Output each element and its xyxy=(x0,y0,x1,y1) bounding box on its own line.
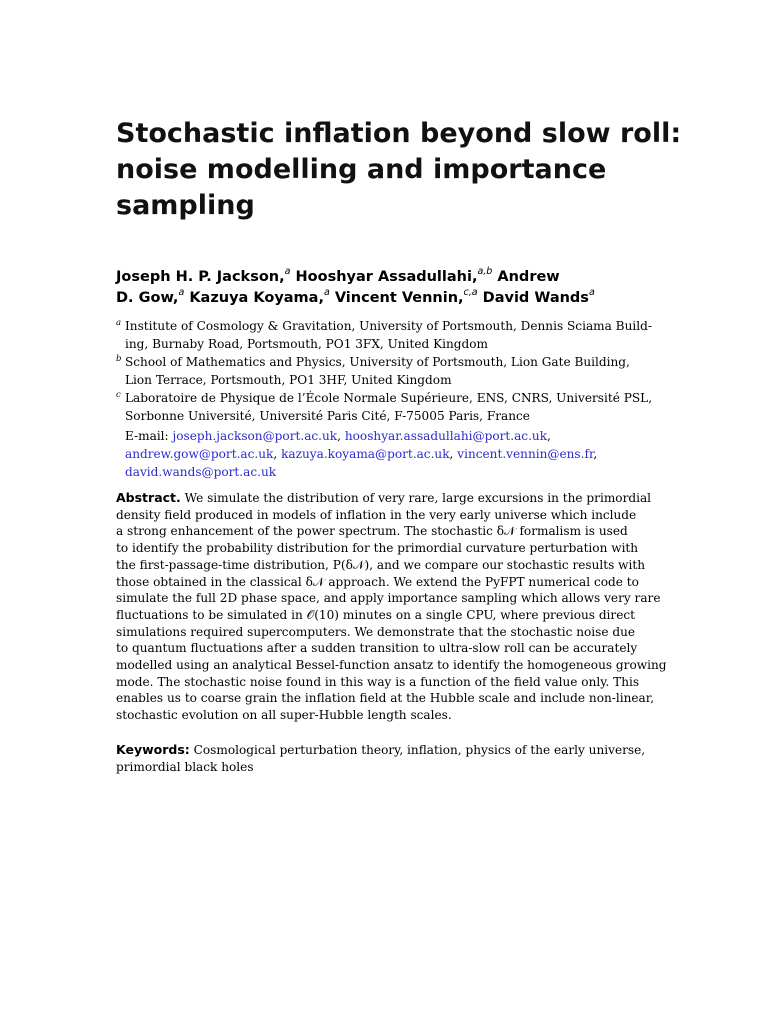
email-link[interactable]: andrew.gow@port.ac.uk xyxy=(125,447,274,461)
author-name: D. Gow, xyxy=(116,290,179,306)
author-line-1 xyxy=(116,267,676,288)
abstract-line: modelled using an analytical Bessel-function ansatz to identify the homogeneous growing xyxy=(116,658,667,673)
title-line-3: sampling xyxy=(116,190,255,221)
affiliation-text: Institute of Cosmology & Gravitation, University of Portsmouth, Dennis Sciama Build- xyxy=(125,319,652,333)
author-affil-mark: c,a xyxy=(463,287,478,299)
abstract-line: stochastic evolution on all super-Hubble length scales. xyxy=(116,708,452,723)
abstract xyxy=(116,490,667,724)
affiliations xyxy=(116,317,656,425)
abstract-line: to identify the probability distribution for the primordial curvature perturbation with xyxy=(116,541,639,556)
keywords-label: Keywords: xyxy=(116,742,190,757)
author-affil-mark: a xyxy=(323,287,330,299)
author-affil-mark: a xyxy=(284,266,291,278)
email-line-2: andrew.gow@port.ac.uk, kazuya.koyama@port.ac.uk, vincent.vennin@ens.fr, xyxy=(125,447,598,461)
abstract-line: simulate the full 2D phase space, and apply importance sampling which allows very rare xyxy=(116,591,661,606)
affiliation-a xyxy=(116,317,656,353)
affiliation-mark: a xyxy=(116,318,122,328)
author-name: Vincent Vennin, xyxy=(329,290,464,306)
email-link[interactable]: joseph.jackson@port.ac.uk xyxy=(172,429,338,443)
affiliation-text: Sorbonne Université, Université Paris Cité, F-75005 Paris, France xyxy=(125,409,530,423)
abstract-line: the first-passage-time distribution, P(δ𝒩), and we compare our stochastic results with xyxy=(116,557,646,572)
author-name: Andrew xyxy=(492,269,560,285)
email-link[interactable]: david.wands@port.ac.uk xyxy=(125,465,277,479)
author-affil-mark: a,b xyxy=(477,266,493,278)
author-affil-mark: a xyxy=(588,287,595,299)
email-link[interactable]: hooshyar.assadullahi@port.ac.uk xyxy=(344,429,548,443)
email-block xyxy=(125,427,655,481)
author-affil-mark: a xyxy=(178,287,185,299)
title-line-1: Stochastic inflation beyond slow roll: xyxy=(116,118,682,149)
affiliation-text: ing, Burnaby Road, Portsmouth, PO1 3FX, United Kingdom xyxy=(125,337,488,351)
abstract-line: Abstract. We simulate the distribution of very rare, large excursions in the primordial xyxy=(116,490,652,505)
abstract-line: mode. The stochastic noise found in this way is a function of the field value only. This xyxy=(116,674,640,689)
abstract-line: simulations required supercomputers. We demonstrate that the stochastic noise due xyxy=(116,624,636,639)
author-list xyxy=(116,267,676,309)
paper-title xyxy=(116,116,682,224)
author-name: Joseph H. P. Jackson, xyxy=(116,269,285,285)
affiliation-mark: b xyxy=(116,354,122,364)
author-name: Hooshyar Assadullahi, xyxy=(290,269,478,285)
abstract-line: a strong enhancement of the power spectrum. The stochastic δ𝒩 formalism is used xyxy=(116,524,628,539)
email-line-1: E-mail: joseph.jackson@port.ac.uk, hooshyar.assadullahi@port.ac.uk, xyxy=(125,429,551,443)
abstract-line: enables us to coarse grain the inflation field at the Hubble scale and include non-linear, xyxy=(116,691,655,706)
keywords-line: primordial black holes xyxy=(116,760,254,774)
abstract-line: to quantum fluctuations after a sudden transition to ultra-slow roll can be accurately xyxy=(116,641,638,656)
email-line-3 xyxy=(125,463,655,481)
affiliation-text: Lion Terrace, Portsmouth, PO1 3HF, United Kingdom xyxy=(125,373,452,387)
author-line-2 xyxy=(116,288,676,309)
affiliation-text: Laboratoire de Physique de l’École Normale Supérieure, ENS, CNRS, Université PSL, xyxy=(125,391,653,405)
affiliation-mark: c xyxy=(116,390,121,400)
author-name: David Wands xyxy=(477,290,589,306)
affiliation-c xyxy=(116,389,656,425)
affiliation-b xyxy=(116,353,656,389)
abstract-line: those obtained in the classical δ𝒩 approach. We extend the PyFPT numerical code to xyxy=(116,574,639,589)
title-line-2: noise modelling and importance xyxy=(116,154,607,185)
keywords xyxy=(116,741,656,776)
abstract-label: Abstract. xyxy=(116,490,181,505)
abstract-line: fluctuations to be simulated in 𝒪(10) minutes on a single CPU, where previous direct xyxy=(116,607,635,622)
abstract-line: density field produced in models of inflation in the very early universe which include xyxy=(116,507,637,522)
keywords-line: Keywords: Cosmological perturbation theory, inflation, physics of the early universe, xyxy=(116,742,646,757)
author-name: Kazuya Koyama, xyxy=(184,290,324,306)
affiliation-text: School of Mathematics and Physics, University of Portsmouth, Lion Gate Building, xyxy=(125,355,630,369)
email-link[interactable]: kazuya.koyama@port.ac.uk xyxy=(281,447,450,461)
email-link[interactable]: vincent.vennin@ens.fr xyxy=(457,447,594,461)
email-label: E-mail: xyxy=(125,429,173,443)
